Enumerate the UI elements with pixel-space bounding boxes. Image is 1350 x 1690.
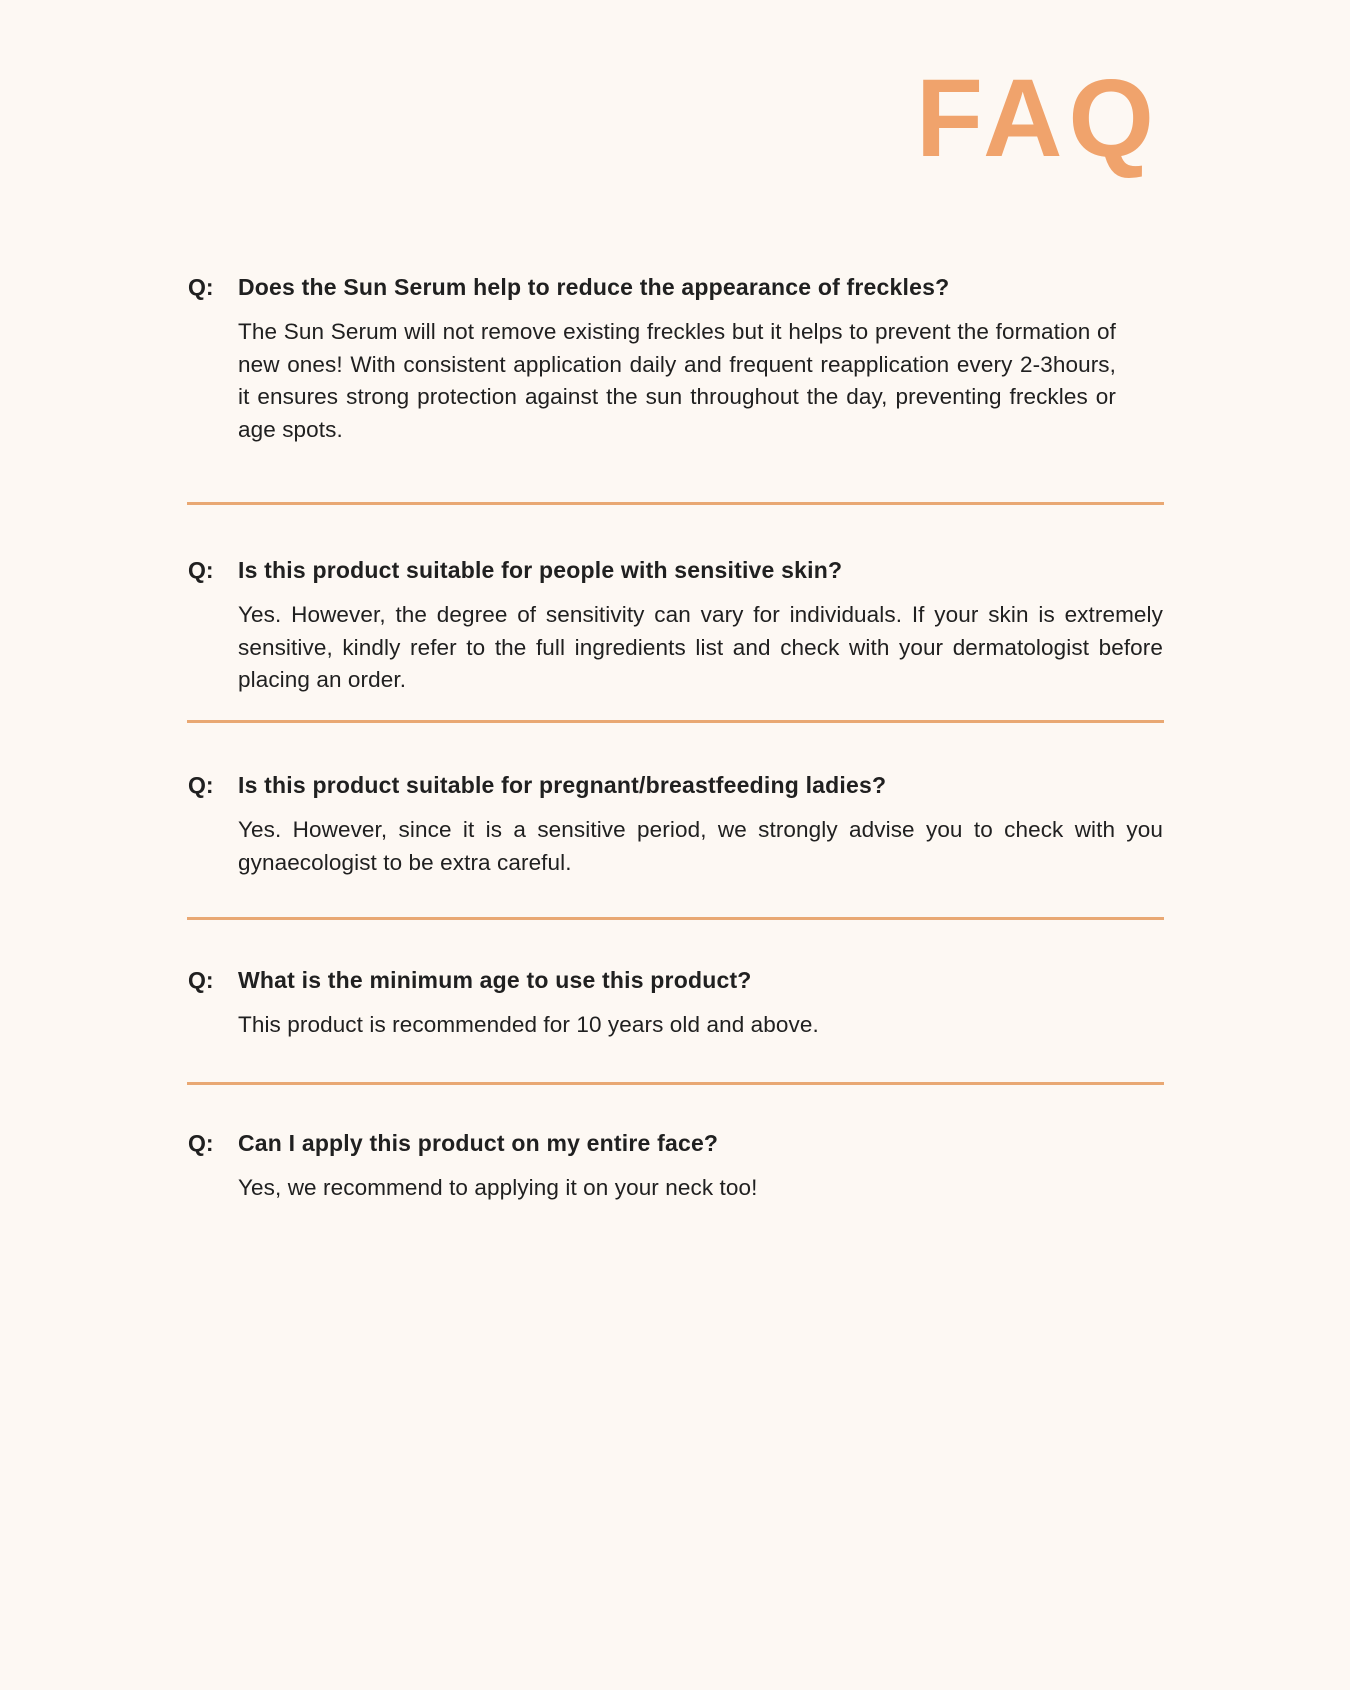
question-row [188,965,1163,995]
question-row [188,770,1163,800]
question-text: Is this product suitable for people with sensitive skin? [238,557,843,583]
faq-item [188,555,1163,697]
section-divider [187,502,1164,505]
section-divider [187,1082,1164,1085]
question-prefix: Q: [188,1130,214,1156]
question-prefix: Q: [188,967,214,993]
answer-text: This product is recommended for 10 years old and above. [238,1012,819,1037]
answer-text: Yes. However, since it is a sensitive period, we strongly advise you to check with you gynaecologist to be extra careful. [238,817,1163,875]
question-text: Is this product suitable for pregnant/breastfeeding ladies? [238,772,887,798]
question-row [188,555,1163,585]
section-divider [187,720,1164,723]
question-text: Can I apply this product on my entire face? [238,1130,719,1156]
question-prefix: Q: [188,274,214,300]
question-text: Does the Sun Serum help to reduce the appearance of freckles? [238,274,950,300]
faq-item [188,1128,1163,1205]
question-row [188,272,1163,302]
faq-item [188,770,1163,879]
question-prefix: Q: [188,557,214,583]
question-prefix: Q: [188,772,214,798]
answer-text: The Sun Serum will not remove existing freckles but it helps to prevent the formation of new ones! With consistent application daily and frequent reapplication every 2-3hours, it ensures strong protection against the sun throughout the day, preventing freckles or age spots. [238,319,1116,442]
section-divider [187,917,1164,920]
faq-item [188,965,1163,1042]
question-text: What is the minimum age to use this product? [238,967,752,993]
answer-text: Yes, we recommend to applying it on your neck too! [238,1175,758,1200]
faq-item [188,272,1163,446]
answer-text: Yes. However, the degree of sensitivity can vary for individuals. If your skin is extremely sensitive, kindly refer to the full ingredients list and check with your dermatologist before placing an order. [238,602,1163,692]
question-row [188,1128,1163,1158]
page-title: FAQ [915,57,1160,180]
